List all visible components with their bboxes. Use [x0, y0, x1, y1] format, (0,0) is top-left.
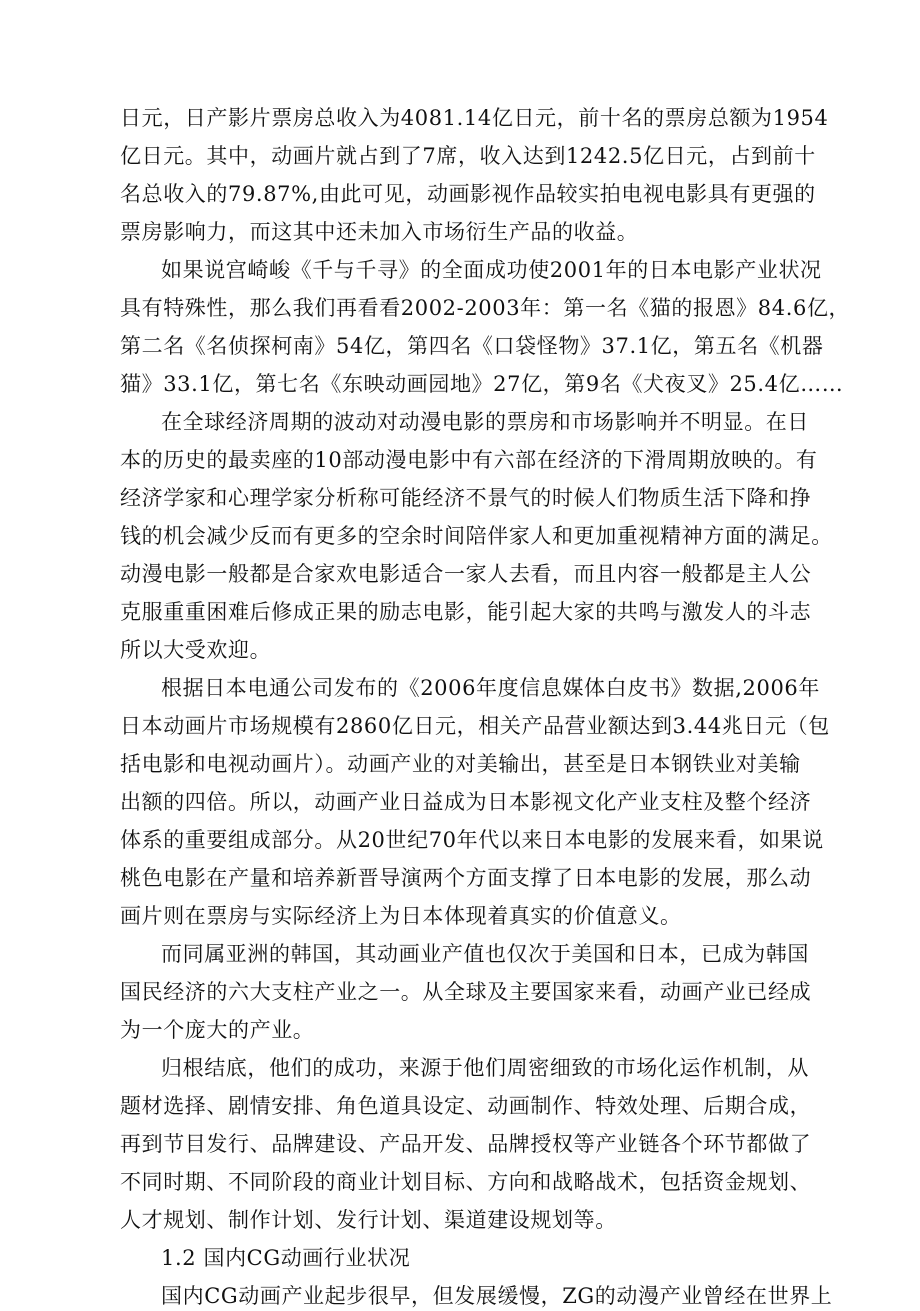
paragraph-line: 本的历史的最卖座的10部动漫电影中有六部在经济的下滑周期放映的。有	[120, 448, 818, 472]
paragraph-line: 桃色电影在产量和培养新晋导演两个方面支撑了日本电影的发展，那么动	[120, 866, 812, 890]
paragraph-line: 亿日元。其中，动画片就占到了7席，收入达到1242.5亿日元，占到前十	[120, 144, 816, 168]
paragraph-line: 国民经济的六大支柱产业之一。从全球及主要国家来看，动画产业已经成	[120, 980, 812, 1004]
paragraph-line: 猫》33.1亿，第七名《东映动画园地》27亿，第9名《犬夜叉》25.4亿……	[120, 372, 844, 396]
paragraph-line: 经济学家和心理学家分析称可能经济不景气的时候人们物质生活下降和挣	[120, 486, 812, 510]
paragraph-line: 体系的重要组成部分。从20世纪70年代以来日本电影的发展来看，如果说	[120, 828, 824, 852]
paragraph-line: 根据日本电通公司发布的《2006年度信息媒体白皮书》数据,2006年	[161, 676, 820, 700]
paragraph-line: 画片则在票房与实际经济上为日本体现着真实的价值意义。	[120, 904, 682, 928]
paragraph-line: 如果说宫崎峻《千与千寻》的全面成功使2001年的日本电影产业状况	[161, 258, 822, 282]
paragraph-line: 人才规划、制作计划、发行计划、渠道建设规划等。	[120, 1208, 617, 1232]
paragraph-line: 再到节目发行、品牌建设、产品开发、品牌授权等产业链各个环节都做了	[120, 1132, 812, 1156]
paragraph-line: 在全球经济周期的波动对动漫电影的票房和市场影响并不明显。在日	[161, 410, 809, 434]
paragraph-line: 日本动画片市场规模有2860亿日元，相关产品营业额达到3.44兆日元（包	[120, 714, 830, 738]
paragraph-line: 克服重重困难后修成正果的励志电影，能引起大家的共鸣与激发人的斗志	[120, 600, 812, 624]
paragraph-line: 票房影响力，而这其中还未加入市场衍生产品的收益。	[120, 220, 639, 244]
paragraph-line: 所以大受欢迎。	[120, 638, 272, 662]
paragraph-line: 归根结底，他们的成功，来源于他们周密细致的市场化运作机制，从	[161, 1056, 809, 1080]
paragraph-line: 名总收入的79.87%,由此可见，动画影视作品较实拍电视电影具有更强的	[120, 182, 816, 206]
paragraph-line: 国内CG动画产业起步很早，但发展缓慢，ZG的动漫产业曾经在世界上	[161, 1284, 833, 1308]
paragraph-line: 具有特殊性，那么我们再看看2002-2003年：第一名《猫的报恩》84.6亿，	[120, 296, 851, 320]
paragraph-line: 为一个庞大的产业。	[120, 1018, 315, 1042]
paragraph-line: 不同时期、不同阶段的商业计划目标、方向和战略战术，包括资金规划、	[120, 1170, 812, 1194]
paragraph-line: 而同属亚洲的韩国，其动画业产值也仅次于美国和日本，已成为韩国	[161, 942, 809, 966]
section-heading: 1.2 国内CG动画行业状况	[161, 1246, 411, 1270]
paragraph-line: 钱的机会减少反而有更多的空余时间陪伴家人和更加重视精神方面的满足。	[120, 524, 833, 548]
paragraph-line: 动漫电影一般都是合家欢电影适合一家人去看，而且内容一般都是主人公	[120, 562, 812, 586]
paragraph-line: 日元，日产影片票房总收入为4081.14亿日元，前十名的票房总额为1954	[120, 106, 829, 130]
paragraph-line: 第二名《名侦探柯南》54亿，第四名《口袋怪物》37.1亿，第五名《机器	[120, 334, 824, 358]
paragraph-line: 题材选择、剧情安排、角色道具设定、动画制作、特效处理、后期合成，	[120, 1094, 812, 1118]
paragraph-line: 出额的四倍。所以，动画产业日益成为日本影视文化产业支柱及整个经济	[120, 790, 812, 814]
paragraph-line: 括电影和电视动画片）。动画产业的对美输出，甚至是日本钢铁业对美输	[120, 752, 801, 776]
